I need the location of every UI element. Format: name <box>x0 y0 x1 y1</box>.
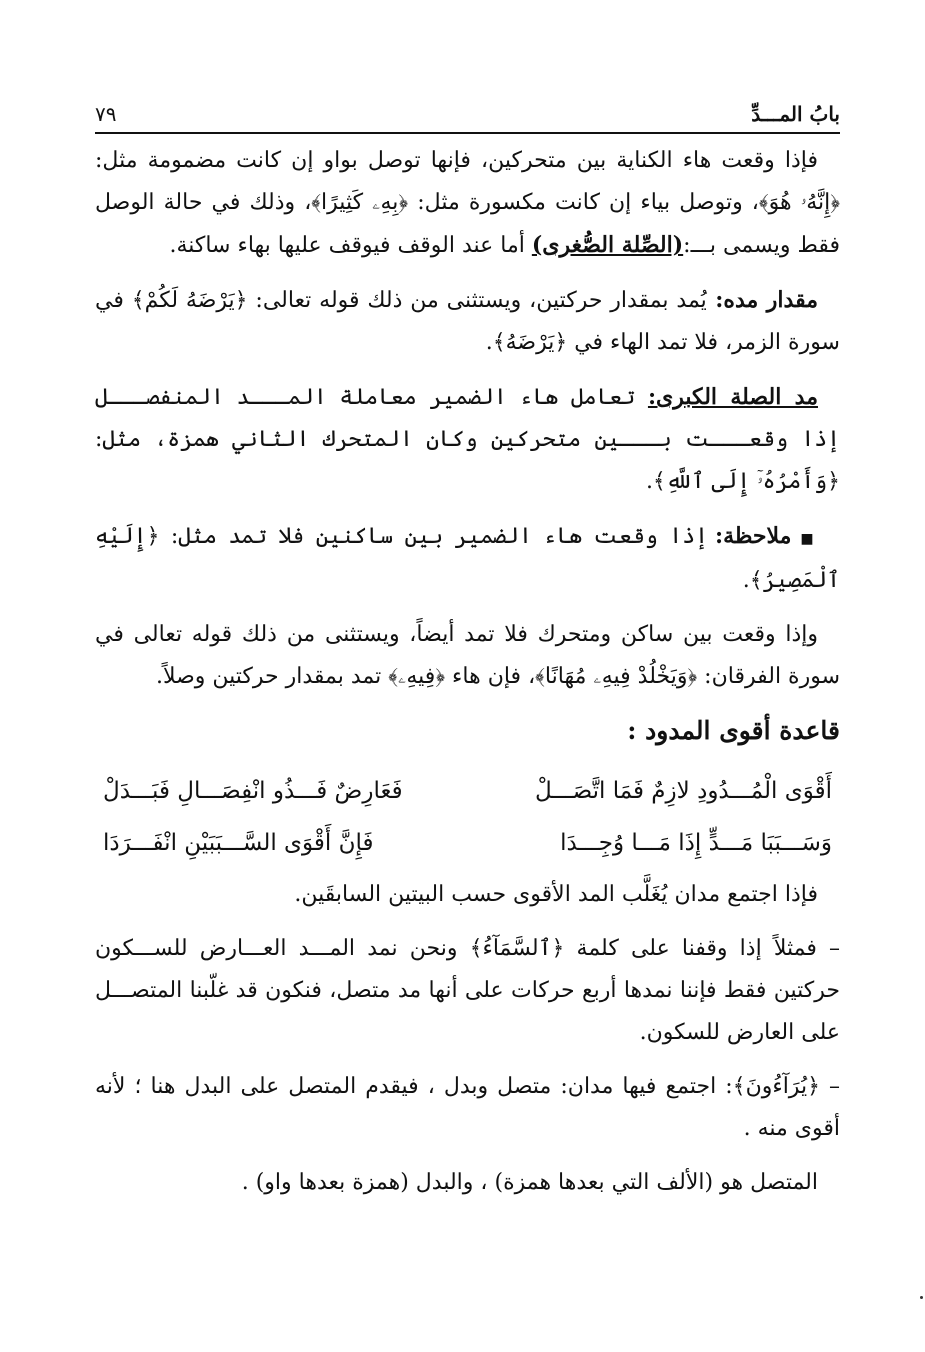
verse-line-1 <box>95 770 840 812</box>
note-paragraph <box>95 515 840 602</box>
paragraph-example-2: – ﴿يُرَآءُونَ﴾: اجتمع فيها مدان: متصل وبدل ، فيقدم المتصل على البدل هنا ؛ لأنه أقوى منه . <box>95 1074 840 1141</box>
verse-1-left: فَعَارِضٌ فَـــذُو انْفِصَـــالِ فَبَـــدَلْ <box>103 778 403 804</box>
paragraph-kinaya <box>95 140 840 267</box>
page-mark <box>920 1296 923 1299</box>
verse-2-right: وَسَـــبَبَا مَـــدٍّ إِذَا مَـــا وُجِـــدَا <box>560 830 832 856</box>
section-heading: قاعدة أقوى المدود : <box>627 716 840 745</box>
note-label: ملاحظة: <box>714 523 792 549</box>
note-text: إذا وقعت هاء الضمير بين ساكنين فلا تمد مثل: ﴿إِلَيْهِ ٱلْمَصِيرُ﴾. <box>95 524 840 593</box>
verse-2-left: فَإِنَّ أَقْوَى السَّـــبَبَيْنِ انْفَـــرَدَا <box>103 830 374 856</box>
paragraph-miqdar <box>95 279 840 364</box>
miqdar-text: يُمد بمقدار حركتين، ويستثنى من ذلك قوله تعالى: ﴿يَرْضَهُ لَكُمْ﴾ في سورة الزمر، فلا تمد الهاء في ﴿يَرْضَهُ﴾. <box>95 288 840 355</box>
paragraph-kinaya-tail: أما عند الوقف فيوقف عليها بهاء ساكنة. <box>169 233 532 258</box>
verse-1-right: أَقْوَى الْمُـــدُودِ لازِمٌ فَمَا اتَّصَـــلْ <box>535 778 832 804</box>
page-header <box>95 92 840 134</box>
paragraph-sila-kubra <box>95 376 840 503</box>
verse-line-2 <box>95 822 840 864</box>
term-sila-sughra: (الصِّلة الصُّغرى) <box>531 232 684 258</box>
page-number: ٧٩ <box>95 102 117 126</box>
sila-kubra-label: مد الصلة الكبرى: <box>647 384 818 410</box>
miqdar-label: مقدار مده: <box>706 287 819 313</box>
paragraph-example-1: – فمثلاً إذا وقفنا على كلمة ﴿ٱلسَّمَآءُ﴾ ونحن نمد المـــد العـــارض للســـكون حركتين فقط فإننا نمدها أربع حركات على أنها مد متصل، فنكون قد غلّبنا المتصـــل على العارض للسكون. <box>95 936 840 1045</box>
paragraph-exception: وإذا وقعت بين ساكن ومتحرك فلا تمد أيضاً، ويستثنى من ذلك قوله تعالى في سورة الفرقان: ﴿وَيَخْلُدْ فِيهِۦ مُهَانًا﴾، فإن هاء ﴿فِيهِۦ﴾ تمد بمقدار حركتين وصلاً. <box>95 622 840 689</box>
page-content <box>95 140 840 1216</box>
paragraph-definition: المتصل هو (الألف التي بعدها همزة) ، والبدل (همزة بعدها واو) . <box>241 1170 818 1195</box>
paragraph-kinaya-text: فإذا وقعت هاء الكناية بين متحركين، فإنها توصل بواو إن كانت مضمومة مثل: ﴿إِنَّهُۥ هُوَ﴾، وتوصل بياء إن كانت مكسورة مثل: ﴿بِهِۦ كَثِيرًا﴾، وذلك في حالة الوصل فقط ويسمى بـــ: <box>95 148 840 258</box>
paragraph-rule: فإذا اجتمع مدان يُغَلَّب المد الأقوى حسب البيتين السابقَين. <box>294 882 818 907</box>
sila-kubra-text: تعامل هاء الضمير معاملة المـــد المنفصـــل إذا وقعـــت بـــين متحركين وكان المتحرك الثاني همزة، مثل: ﴿وَأَمْرُهُۥٓ إِلَى ٱللَّهِ﴾. <box>95 385 840 494</box>
chapter-title: بابُ المـــدِّ <box>751 102 840 126</box>
